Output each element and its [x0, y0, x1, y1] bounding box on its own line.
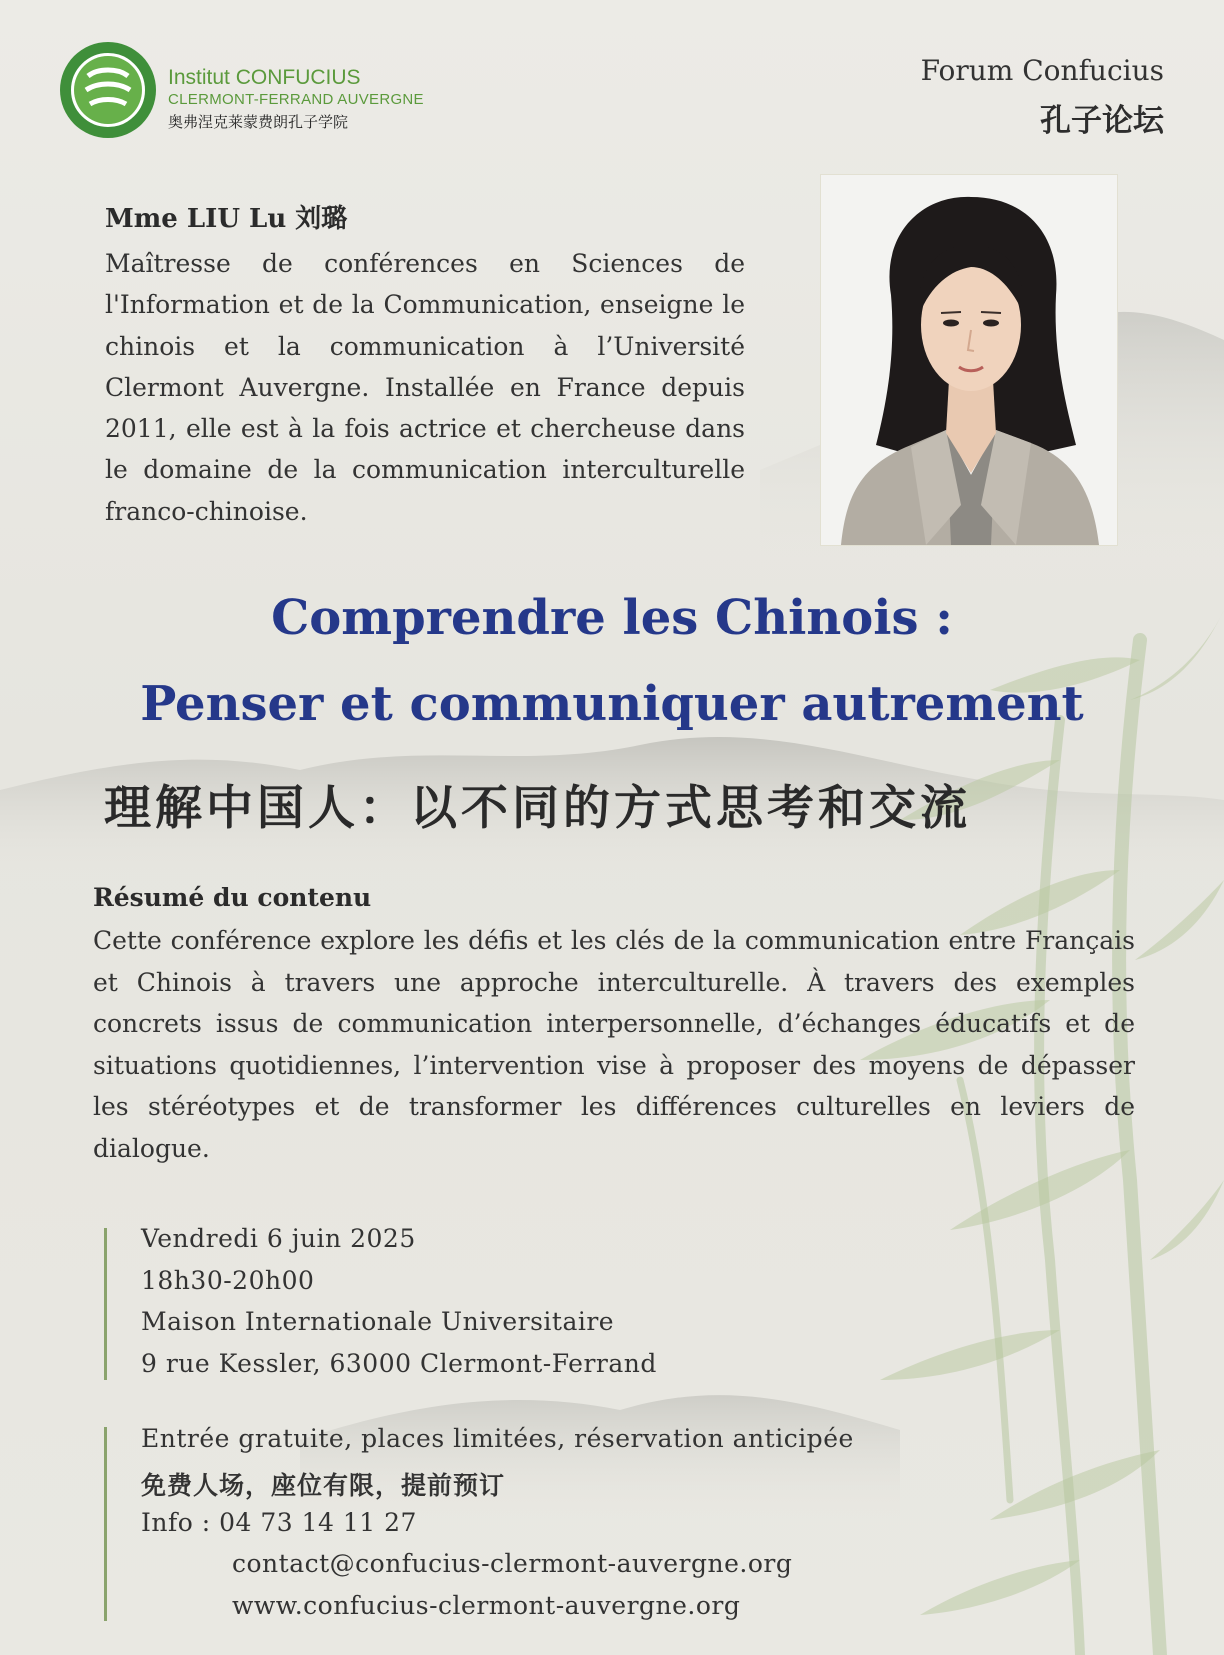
resume-text: Cette conférence explore les défis et les clés de la communication entre Français et Chinois à travers une approche interculturelle. À travers des exemples concrets issus de communication interpersonnelle, d’échanges éducatifs et de situations quotidiennes, l’intervention vise à proposer des moyens de dépasser les stéréotypes et de transformer les différences culturelles en leviers de dialogue.	[93, 926, 1135, 1163]
event-time: 18h30-20h00	[141, 1266, 315, 1295]
event-info-divider	[104, 1228, 107, 1380]
logo-name-line1: Institut CONFUCIUS	[168, 66, 361, 89]
event-title-zh: 理解中国人：以不同的方式思考和交流	[104, 781, 971, 836]
event-date: Vendredi 6 juin 2025	[141, 1224, 416, 1253]
logo-name-line3: 奥弗涅克莱蒙费朗孔子学院	[168, 113, 349, 131]
booking-phone: Info : 04 73 14 11 27	[141, 1508, 417, 1537]
website-link[interactable]: www.confucius-clermont-auvergne.org	[232, 1591, 741, 1620]
institute-logo	[58, 40, 488, 140]
booking-note-fr: Entrée gratuite, places limitées, réservation anticipée	[141, 1424, 854, 1453]
logo-name-line2: CLERMONT-FERRAND AUVERGNE	[168, 91, 424, 108]
event-title-line1: Comprendre les Chinois :	[271, 590, 953, 646]
resume-heading: Résumé du contenu	[93, 883, 372, 912]
speaker-bio: Maîtresse de conférences en Sciences de l'Information et de la Communication, enseigne le chinois et la communication à l’Université Clermont Auvergne. Installée en France depuis 2011, elle est à la fois actrice et chercheuse dans le domaine de la communication interculturelle franco-chinoise.	[105, 249, 745, 526]
forum-title-en: Forum Confucius	[920, 54, 1164, 87]
event-address: 9 rue Kessler, 63000 Clermont-Ferrand	[141, 1349, 657, 1378]
portrait-illustration	[821, 175, 1117, 545]
forum-title-zh: 孔子论坛	[1040, 103, 1164, 139]
confucius-institute-emblem-icon	[58, 40, 158, 140]
speaker-portrait	[820, 174, 1118, 546]
booking-note-zh: 免费人场，座位有限，提前预订	[141, 1471, 506, 1500]
speaker-name: Mme LIU Lu 刘璐	[105, 204, 348, 234]
event-venue: Maison Internationale Universitaire	[141, 1307, 615, 1336]
booking-info-divider	[104, 1427, 107, 1621]
event-title-line2: Penser et communiquer autrement	[140, 676, 1084, 732]
contact-email-link[interactable]: contact@confucius-clermont-auvergne.org	[232, 1549, 793, 1578]
